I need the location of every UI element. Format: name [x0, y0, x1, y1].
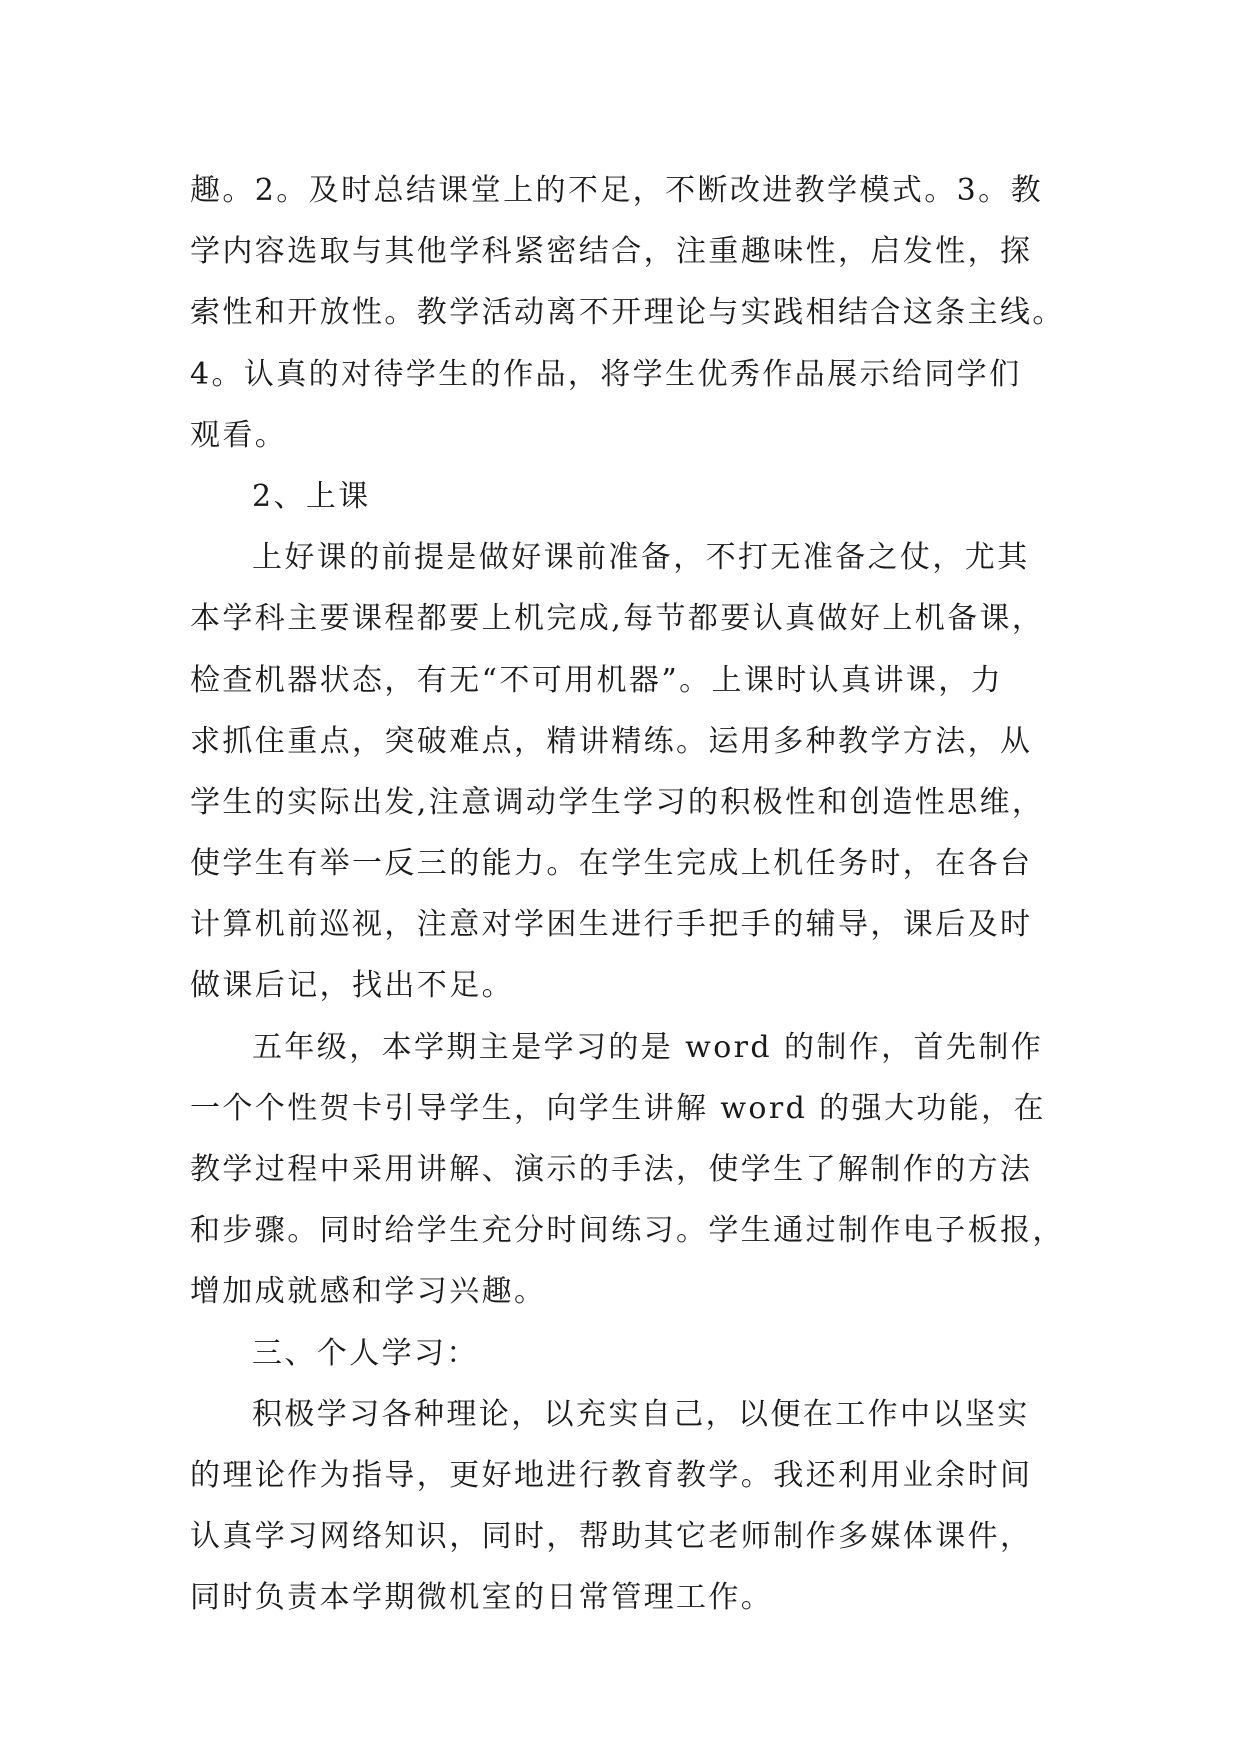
document-line: 趣。2。及时总结课堂上的不足，不断改进教学模式。3。教	[190, 173, 1043, 208]
document-line: 检查机器状态，有无“不可用机器”。上课时认真讲课，力	[190, 662, 1004, 698]
document-line: 本学科主要课程都要上机完成,每节都要认真做好上机备课，	[190, 601, 1045, 637]
document-line: 认真学习网络知识，同时，帮助其它老师制作多媒体课件，	[190, 1519, 1033, 1555]
document-line: 做课后记，找出不足。	[190, 968, 514, 1004]
document-line: 增加成就感和学习兴趣。	[190, 1274, 547, 1310]
document-line: 索性和开放性。教学活动离不开理论与实践相结合这条主线。	[190, 295, 1065, 331]
document-line: 同时负责本学期微机室的日常管理工作。	[190, 1580, 774, 1616]
document-line: 4。认真的对待学生的作品，将学生优秀作品展示给同学们	[190, 356, 1022, 392]
document-line: 2、上课	[252, 478, 371, 514]
document-line: 求抓住重点，突破难点，精讲精练。运用多种教学方法，从	[190, 723, 1033, 759]
document-line: 计算机前巡视，注意对学困生进行手把手的辅导，课后及时	[190, 907, 1033, 943]
document-line: 三、个人学习：	[252, 1335, 479, 1371]
document-line: 上好课的前提是做好课前准备，不打无准备之仗，尤其	[252, 540, 1030, 576]
document-line: 积极学习各种理论，以充实自己，以便在工作中以坚实	[252, 1396, 1030, 1432]
document-line: 和步骤。同时给学生充分时间练习。学生通过制作电子板报，	[190, 1213, 1065, 1249]
document-body	[190, 160, 1090, 1629]
document-line: 的理论作为指导，更好地进行教育教学。我还利用业余时间	[190, 1457, 1033, 1493]
document-line: 观看。	[190, 417, 288, 453]
document-line: 学内容选取与其他学科紧密结合，注重趣味性，启发性，探	[190, 234, 1033, 270]
document-line: 五年级，本学期主是学习的是 word 的制作，首先制作	[252, 1029, 1044, 1065]
document-line: 学生的实际出发,注意调动学生学习的积极性和创造性思维，	[190, 784, 1045, 820]
document-line: 一个个性贺卡引导学生，向学生讲解 word 的强大功能，在	[190, 1090, 1046, 1126]
document-line: 使学生有举一反三的能力。在学生完成上机任务时，在各台	[190, 846, 1033, 882]
document-line: 教学过程中采用讲解、演示的手法，使学生了解制作的方法	[190, 1152, 1033, 1187]
